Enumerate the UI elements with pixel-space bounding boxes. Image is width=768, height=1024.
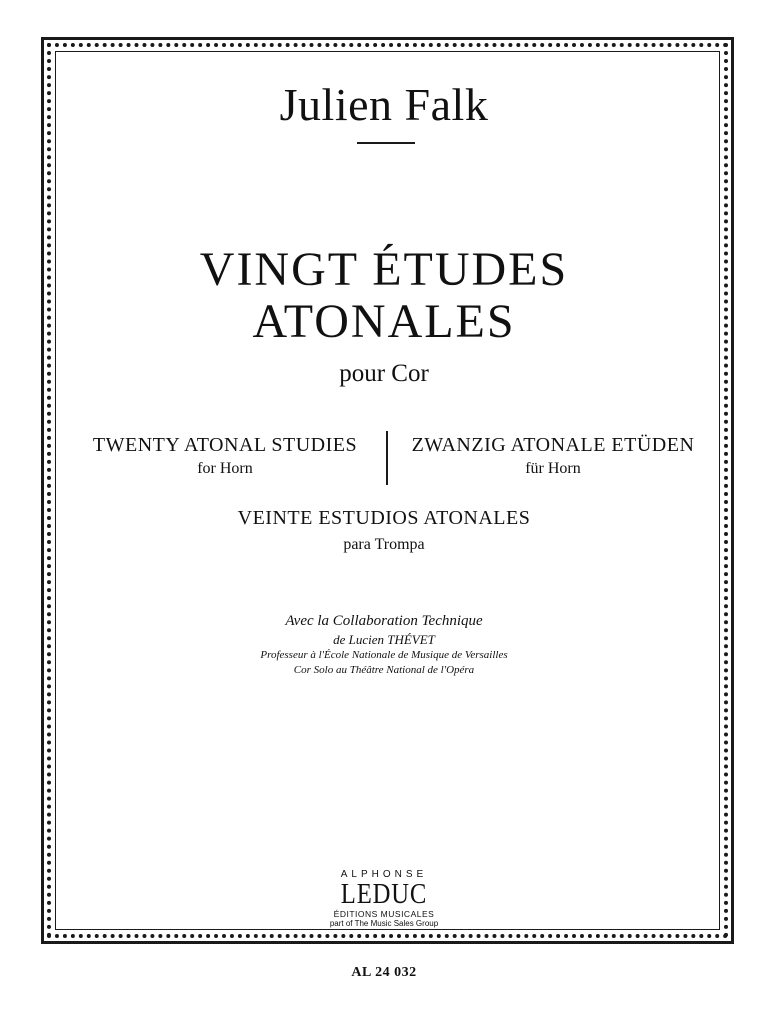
english-title-block	[70, 434, 380, 480]
title-line-1: VINGT ÉTUDES	[199, 243, 569, 296]
collaboration-line-4: Cor Solo au Théâtre National de l'Opéra	[293, 664, 475, 676]
language-divider	[386, 431, 388, 485]
composer-underline	[357, 142, 415, 144]
publisher-logo: LEDUC	[340, 878, 428, 910]
english-title: TWENTY ATONAL STUDIES	[92, 434, 358, 456]
collaboration-line-1: Avec la Collaboration Technique	[285, 613, 483, 629]
english-subtitle: for Horn	[197, 460, 253, 477]
title-subtitle: pour Cor	[339, 360, 429, 387]
catalog-number: AL 24 032	[351, 965, 417, 980]
collaboration-line-3: Professeur à l'École Nationale de Musique de Versailles	[260, 649, 508, 661]
german-title: ZWANZIG ATONALE ETÜDEN	[411, 434, 695, 456]
spanish-subtitle: para Trompa	[343, 536, 425, 553]
publisher-name-small: ALPHONSE	[340, 869, 428, 880]
spanish-title: VEINTE ESTUDIOS ATONALES	[237, 507, 531, 529]
collaboration-line-2: de Lucien THÉVET	[333, 632, 435, 647]
publisher-tagline: ÉDITIONS MUSICALES	[333, 909, 435, 919]
title-line-2: ATONALES	[252, 295, 516, 348]
german-title-block	[393, 434, 713, 480]
inner-border	[55, 51, 720, 930]
german-subtitle: für Horn	[525, 460, 581, 477]
publisher-group: part of The Music Sales Group	[329, 919, 439, 928]
composer-name: Julien Falk	[279, 79, 489, 130]
